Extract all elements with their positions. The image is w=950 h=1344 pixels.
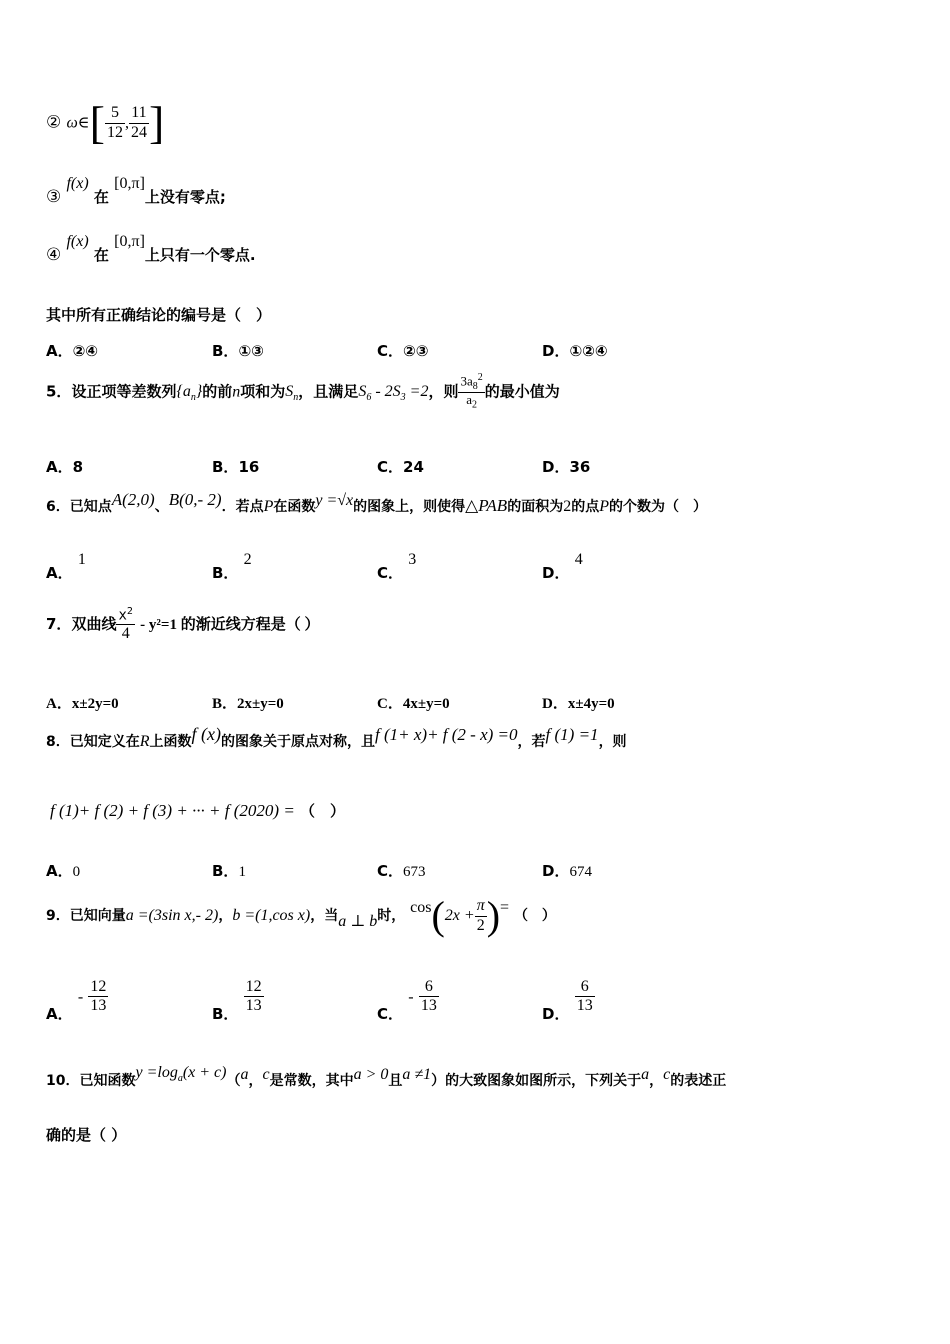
- q7-option-c: C．4x±y=0: [377, 696, 450, 712]
- sum-expression: f (1)+ f (2) + f (3) + ··· + f (2020) =: [50, 801, 295, 820]
- q8-option-d: D．674: [542, 862, 592, 880]
- q9-option-b: B． $\frac{12}{13}$: [212, 978, 262, 1024]
- q5-option-a: A．8: [46, 458, 84, 476]
- pi-over-2: $\frac{\pi}{2}$: [476, 897, 485, 934]
- fraction-5-12: $\frac{5}{12}$: [106, 104, 123, 141]
- q9-option-c: C． - $\frac{6}{13}$: [377, 978, 437, 1024]
- point-b: B(0,- 2): [168, 490, 222, 509]
- question-9: 9．已知向量a =(3sin x,- 2)，b =(1,cos x)，当a ⊥ b时， cos(2x + $\frac{\pi}{2}$ )= （ ）: [46, 893, 556, 938]
- question-5: 5．设正项等差数列$\{a_n\}$的前n项和为$S_n$，且满足$S_6 - 2S_3 =2$，则 $\frac{3a_8^2}{a_2}$ 的最小值为: [46, 372, 560, 412]
- answer-paren: （ ）: [300, 802, 346, 820]
- question-6: 6．已知点A(2,0)、B(0,- 2)．若点P在函数y =√x的图象上，则使得△PAB的面积为2的点P的个数为（ ）: [46, 490, 707, 515]
- marker: ②: [46, 112, 62, 133]
- q5-option-c: C．24: [377, 458, 424, 476]
- question-8-sum: [50, 800, 345, 821]
- statement-3: [46, 175, 226, 207]
- q7-option-d: D．x±4y=0: [542, 696, 615, 712]
- fraction-11-24: $\frac{11}{24}$: [130, 104, 147, 141]
- f1-value: f (1) =1: [545, 725, 599, 744]
- q6-option-d: D． 4: [542, 551, 583, 582]
- text: 上只有一个零点.: [144, 246, 256, 264]
- vector-b: b =(1,cos x): [232, 907, 311, 924]
- q5-option-b: B．16: [212, 458, 260, 476]
- point-p: P: [263, 498, 274, 515]
- condition-a-not-one: a ≠1: [402, 1066, 432, 1083]
- statement-4: [46, 233, 256, 265]
- q4-option-a: A．②④: [46, 342, 99, 360]
- q5-option-d: D．36: [542, 458, 591, 476]
- q4-option-c: C．②③: [377, 342, 429, 360]
- ratio-fraction: $\frac{3a_8^2}{a_2}$: [460, 372, 483, 412]
- condition-eq: $S_6 - 2S_3 =2$: [358, 383, 429, 404]
- marker: ④: [46, 245, 62, 265]
- area-value: 2: [563, 498, 572, 515]
- symmetry-equation: f (1+ x)+ f (2 - x) =0: [375, 725, 518, 744]
- fx-expr: f (x): [191, 724, 222, 744]
- text: 在: [93, 246, 109, 264]
- inner-expr: 2x +: [444, 907, 475, 924]
- point-a: A(2,0): [111, 490, 155, 509]
- q6-option-a: A． 1: [46, 551, 86, 582]
- left-bracket: [: [89, 97, 105, 148]
- question-prompt: 其中所有正确结论的编号是（ ）: [46, 306, 272, 324]
- fx-expr: f(x): [66, 233, 89, 250]
- hyperbola-fraction: $\frac{x^2}{4}$: [118, 606, 133, 642]
- question-7: 7．双曲线 $\frac{x^2}{4}$ - y²=1 的渐近线方程是（ ）: [46, 606, 320, 642]
- point-p: P: [599, 498, 609, 515]
- triangle-pab: △PAB: [465, 496, 508, 515]
- q6-option-b: B． 2: [212, 551, 252, 582]
- q8-option-a: A．0: [46, 862, 81, 880]
- q8-option-b: B．1: [212, 862, 246, 880]
- q7-option-b: B．2x±y=0: [212, 696, 284, 712]
- equals: =: [500, 899, 510, 916]
- question-number: 5．: [46, 382, 72, 401]
- text: 在: [93, 188, 109, 206]
- sequence: $\{a_n\}$: [176, 383, 203, 404]
- sum-var: $S_n$: [285, 383, 299, 404]
- q4-option-d: D．①②④: [542, 342, 608, 360]
- q4-option-b: B．①③: [212, 342, 264, 360]
- fx-expr: f(x): [66, 175, 89, 192]
- interval: [0,π]: [114, 175, 145, 192]
- question-10-line2: 确的是（ ）: [46, 1126, 127, 1144]
- q9-option-d: D． $\frac{6}{13}$: [542, 978, 593, 1024]
- question-10: 10．已知函数$y =\log_a(x + c)(a$，c是常数，其中a > 0且a ≠1）的大致图象如图所示，下列关于a，c的表述正: [46, 1064, 727, 1089]
- omega-expr: ω∈: [66, 114, 90, 132]
- interval: [0,π]: [114, 233, 145, 250]
- question-8: 8．已知定义在R上函数f (x)的图象关于原点对称，且f (1+ x)+ f (2 - x) =0，若f (1) =1，则: [46, 724, 627, 750]
- statement-2: ② ω∈[ $\frac{5}{12}$ , $\frac{11}{24}$ ]: [46, 97, 165, 148]
- q7-option-a: A．x±2y=0: [46, 696, 119, 712]
- log-function: $y =\log_a(x + c)$: [135, 1064, 227, 1085]
- q8-option-c: C．673: [377, 862, 426, 880]
- right-bracket: ]: [148, 97, 165, 148]
- answer-paren: （ ）: [513, 908, 556, 924]
- q6-option-c: C． 3: [377, 551, 417, 582]
- q9-option-a: A． - $\frac{12}{13}$: [46, 978, 107, 1024]
- text: 上没有零点;: [144, 188, 226, 206]
- vector-a: a =(3sin x,- 2): [125, 907, 219, 924]
- perpendicular: a ⊥ b: [338, 913, 378, 930]
- cos-fn: cos: [410, 899, 432, 916]
- r-set: R: [139, 733, 150, 750]
- condition-a-positive: a > 0: [353, 1066, 389, 1083]
- n-var: n: [232, 383, 241, 401]
- text: 设正项等差数列: [71, 382, 177, 401]
- sqrt-function: y =√x: [315, 492, 354, 509]
- marker: ③: [46, 187, 62, 207]
